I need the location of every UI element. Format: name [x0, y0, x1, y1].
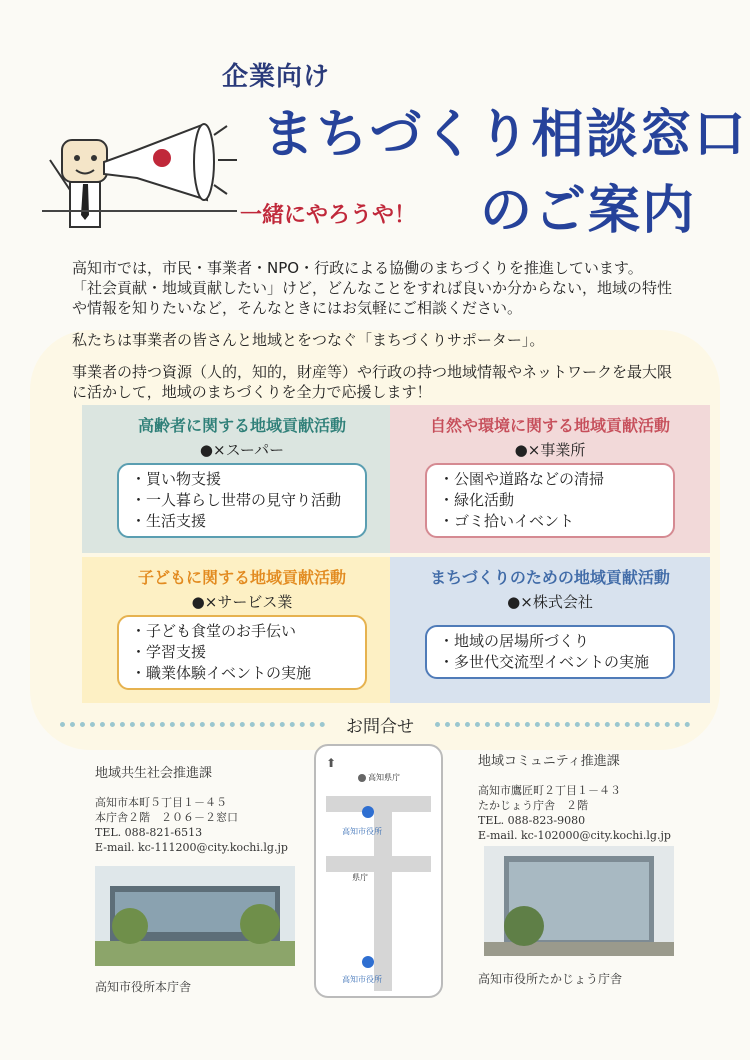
card-business: ●×スーパー: [199, 441, 285, 459]
office-tel: TEL. 088-821-6513: [95, 826, 203, 839]
card-activity-list: [117, 615, 367, 690]
map-pin-icon: [358, 774, 366, 782]
office-email[interactable]: E-mail. kc-102000@city.kochi.lg.jp: [478, 829, 671, 842]
list-item: ・職業体験イベントの実施: [131, 664, 312, 682]
map-label: 高知県庁: [368, 773, 400, 782]
card-activity-list: [425, 463, 675, 538]
intro-text: [72, 258, 692, 402]
contact-heading: お問合せ: [346, 717, 414, 737]
activity-card-children: [82, 557, 402, 703]
page-title-line1: まちづくり相談窓口: [262, 105, 748, 165]
access-map: [314, 744, 443, 998]
card-business: ●×事業所: [514, 441, 586, 459]
card-activity-list: [117, 463, 367, 538]
list-item: ・公園や道路などの清掃: [439, 470, 605, 488]
intro-line: に活かして，地域のまちづくりを全力で応援します！: [72, 383, 432, 401]
map-pin-icon: [362, 806, 374, 818]
list-item: ・買い物支援: [131, 470, 222, 488]
list-item: ・ゴミ拾いイベント: [439, 512, 575, 530]
header-subtitle: 企業向け: [222, 62, 331, 92]
intro-line: 高知市では，市民・事業者・NPO・行政による協働のまちづくりを推進しています。: [72, 259, 643, 277]
card-activity-list: [425, 625, 675, 679]
office-name: 地域共生社会推進課: [95, 766, 213, 781]
intro-line: 事業者の持つ資源（人的，知的，財産等）や行政の持つ地域情報やネットワークを最大限: [72, 363, 673, 381]
intro-line: 私たちは事業者の皆さんと地域とをつなぐ「まちづくりサポーター」。: [72, 331, 545, 349]
activity-card-community: [390, 557, 710, 703]
intro-line: や情報を知りたいなど，そんなときにはお気軽にご相談ください。: [72, 299, 523, 317]
list-item: ・緑化活動: [439, 491, 515, 509]
office-address: 高知市本町５丁目１－４５: [95, 796, 227, 809]
office-info-community: [478, 754, 671, 843]
list-item: ・多世代交流型イベントの実施: [439, 653, 650, 671]
card-business: ●×株式会社: [507, 593, 593, 611]
card-title: 子どもに関する地域貢献活動: [137, 568, 346, 587]
city-hall-main-photo: [95, 866, 295, 966]
intro-line: 「社会貢献・地域貢献したい」けど，どんなことをすれば良いか分からない，地域の特性: [72, 279, 673, 297]
list-item: ・学習支援: [131, 643, 207, 661]
map-label: 高知市役所: [342, 975, 382, 984]
office-address: 高知市鷹匠町２丁目１－４３: [478, 784, 621, 797]
activity-card-elderly: [82, 405, 402, 553]
dotted-divider: [435, 722, 690, 727]
card-business: ●×サービス業: [191, 593, 293, 611]
megaphone-mascot-illustration: [42, 120, 242, 240]
tagline-underline: [42, 210, 237, 212]
page-title-line2: のご案内: [480, 181, 697, 241]
photo-caption: 高知市役所たかじょう庁舎: [478, 972, 623, 986]
map-pin-icon: [362, 956, 374, 968]
list-item: ・一人暮らし世帯の見守り活動: [131, 491, 342, 509]
dotted-divider: [60, 722, 325, 727]
city-hall-takajo-photo: [484, 846, 674, 956]
card-title: 高齢者に関する地域貢献活動: [137, 416, 346, 435]
card-title: 自然や環境に関する地域貢献活動: [429, 416, 670, 435]
tagline: 一緒にやろうや！: [240, 203, 417, 228]
list-item: ・子ども食堂のお手伝い: [131, 622, 297, 640]
map-label: 県庁: [352, 873, 368, 882]
photo-caption: 高知市役所本庁舎: [95, 980, 192, 994]
office-room: 本庁舎２階 ２０６－２窓口: [95, 811, 238, 824]
office-name: 地域コミュニティ推進課: [478, 754, 620, 769]
office-tel: TEL. 088-823-9080: [478, 814, 586, 827]
map-label: 高知市役所: [342, 827, 382, 836]
office-email[interactable]: E-mail. kc-111200@city.kochi.lg.jp: [95, 841, 288, 854]
card-title: まちづくりのための地域貢献活動: [430, 568, 670, 587]
activity-card-environment: [390, 405, 710, 553]
office-info-kyosei: [95, 766, 288, 855]
list-item: ・生活支援: [131, 512, 207, 530]
list-item: ・地域の居場所づくり: [439, 632, 590, 650]
office-room: たかじょう庁舎 ２階: [478, 799, 588, 812]
north-arrow-icon: ⬆: [326, 756, 337, 770]
